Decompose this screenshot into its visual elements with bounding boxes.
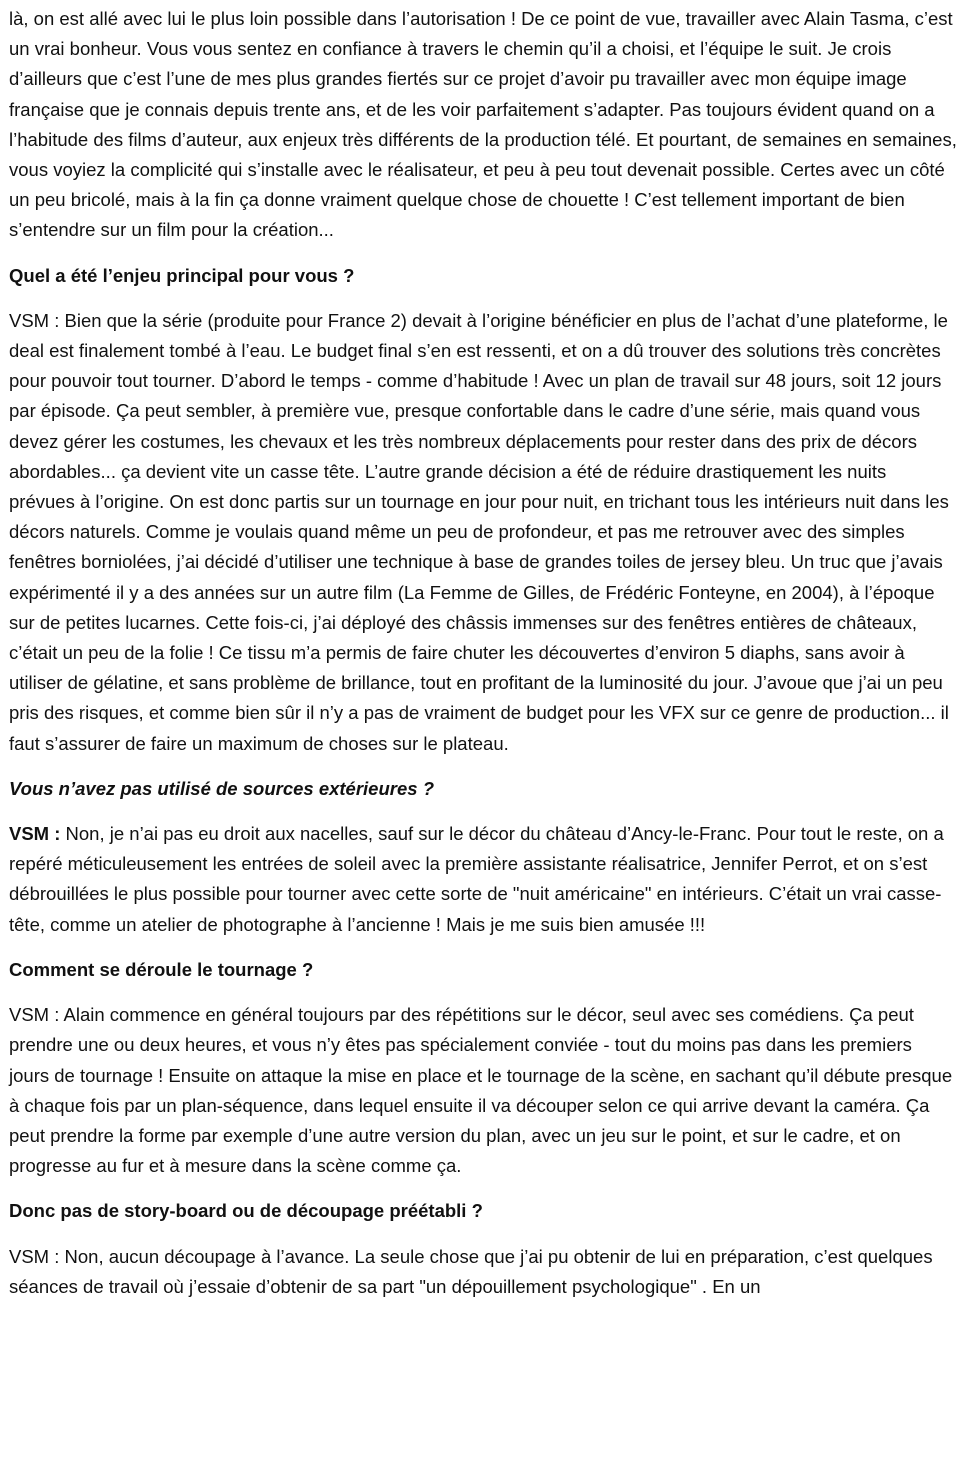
answer-exterior-sources-text: Non, je n’ai pas eu droit aux nacelles, sauf sur le décor du château d’Ancy-le-Franc. Pour tout le reste, on a repéré méticuleusement les entrées de soleil avec la première assistante réalisatrice, Jennifer Perrot, et on s’est débrouillées le plus possible pour tourner avec cette sorte de "nuit américaine" en intérieurs. C’était un vrai casse-tête, comme un atelier de photographe à l’ancienne ! Mais je me suis bien amusée !!!	[9, 823, 944, 935]
speaker-label: VSM :	[9, 823, 61, 845]
question-shooting-process: Comment se déroule le tournage ?	[9, 958, 314, 980]
answer-shooting-process: VSM : Alain commence en général toujours par des répétitions sur le décor, seul avec ses comédiens. Ça peut prendre une ou deux heures, et vous n’y êtes pas spécialement conviée - tout du moins pas dans les premiers jours de tournage ! Ensuite on attaque la mise en place et le tournage de la scène, en sachant qu’il débute presque à chaque fois par un plan-séquence, dans lequel ensuite il va découper selon ce qui arrive devant la caméra. Ça peut prendre la forme par exemple d’une autre version du plan, avec un jeu sur le point, et sur le cadre, et on progresse au fur et à mesure dans la scène comme ça.	[9, 1004, 953, 1177]
answer-exterior-sources	[9, 819, 957, 940]
answer-main-challenge: VSM : Bien que la série (produite pour France 2) devait à l’origine bénéficier en plus de l’achat d’une plateforme, le deal est finalement tombé à l’eau. Le budget final s’en est ressenti, et on a dû trouver des solutions très concrètes pour pouvoir tout tourner. D’abord le temps - comme d’habitude ! Avec un plan de travail sur 48 jours, soit 12 jours par épisode. Ça peut sembler, à première vue, presque confortable dans le cadre d’une série, mais quand vous devez gérer les costumes, les chevaux et les très nombreux déplacements pour rester dans des prix de décors abordables... ça devient vite un casse tête. L’autre grande décision a été de réduire drastiquement les nuits prévues à l’origine. On est donc partis sur un tournage en jour pour nuit, en trichant tous les intérieurs nuit dans les décors naturels. Comme je voulais quand même un peu de profondeur, et pas me retrouver avec des simples fenêtres borniolées, j’ai décidé d’utiliser une technique à base de grandes toiles de jersey bleu. Un truc que j’avais expérimenté il y a des années sur un autre film (La Femme de Gilles, de Frédéric Fonteyne, en 2004), à l’époque sur de petites lucarnes. Cette fois-ci, j’ai déployé des châssis immenses sur des fenêtres entières de châteaux, c’était un peu de la folie ! Ce tissu m’a permis de faire chuter les découvertes d’environ 5 diaphs, sans avoir à utiliser de gélatine, et sans problème de brillance, tout en profitant de la luminosité du jour. J’avoue que j’ai un peu pris des risques, et comme bien sûr il n’y a pas de vraiment de budget pour les VFX sur ce genre de production... il faut s’assurer de faire un maximum de choses sur le plateau.	[9, 309, 949, 754]
question-storyboard: Donc pas de story-board ou de découpage préétabli ?	[9, 1200, 483, 1222]
question-main-challenge: Quel a été l’enjeu principal pour vous ?	[9, 264, 355, 286]
answer-storyboard: VSM : Non, aucun découpage à l’avance. La seule chose que j’ai pu obtenir de lui en préparation, c’est quelques séances de travail où j’essaie d’obtenir de sa part "un dépouillement psychologique" . En un	[9, 1245, 933, 1297]
question-exterior-sources: Vous n’avez pas utilisé de sources extérieures ?	[9, 777, 434, 799]
paragraph-intro: là, on est allé avec lui le plus loin possible dans l’autorisation ! De ce point de vue, travailler avec Alain Tasma, c’est un vrai bonheur. Vous vous sentez en confiance à travers le chemin qu’il a choisi, et l’équipe le suit. Je crois d’ailleurs que c’est l’une de mes plus grandes fiertés sur ce projet d’avoir pu travailler avec mon équipe image française que je connais depuis trente ans, et de les voir parfaitement s’adapter. Pas toujours évident quand on a l’habitude des films d’auteur, aux enjeux très différents de la production télé. Et pourtant, de semaines en semaines, vous voyiez la complicité qui s’installe avec le réalisateur, et peu à peu tout devenait possible. Certes avec un côté un peu bricolé, mais à la fin ça donne vraiment quelque chose de chouette ! C’est tellement important de bien s’entendre sur un film pour la création...	[9, 8, 957, 241]
